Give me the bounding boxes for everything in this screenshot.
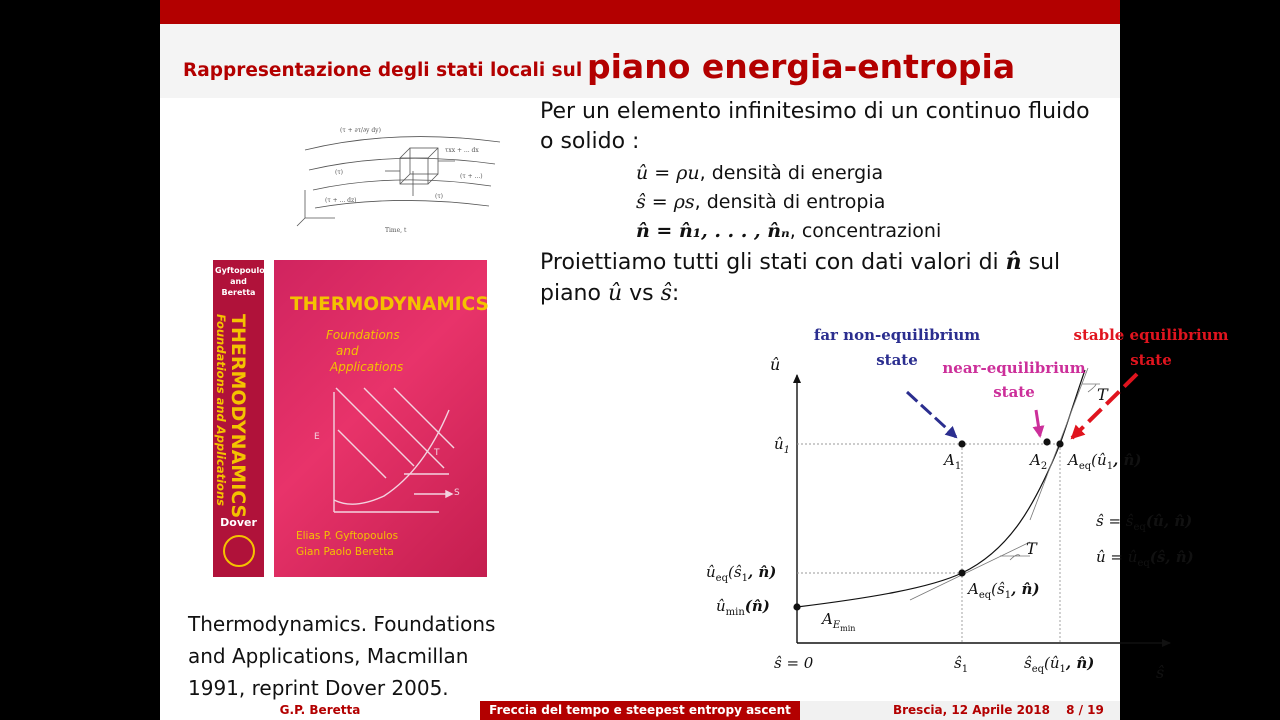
spine-subtitle: Foundations and Applications [214, 314, 228, 506]
dover-logo [223, 535, 255, 567]
project-text-colon: : [671, 281, 680, 306]
cover-author-1: Elias P. Gyftopoulos [296, 530, 399, 542]
point-AEmin [793, 603, 800, 610]
label-AEmin: $A_{Emin}$ [822, 610, 856, 633]
def-entropy [636, 191, 885, 213]
svg-text:(τ): (τ) [335, 169, 344, 176]
far-state-arrow [907, 392, 956, 437]
tick-seq: $ŝ_{eq}(û_1$, n̂) [1024, 654, 1095, 675]
cover-author-2: Gian Paolo Beretta [296, 546, 394, 558]
project-text-piano: piano [540, 281, 608, 306]
spine-title: THERMODYNAMICS [227, 314, 249, 519]
def-conc-lhs: n̂ = n̂₁, . . . , n̂ₙ [636, 220, 790, 242]
slide-title-small: Rappresentazione degli stati locali sul [183, 60, 583, 81]
label-far-1: far non-equilibrium [813, 326, 981, 344]
def-conc-rhs: , concentrazioni [789, 220, 942, 242]
spine-author-1: Gyftopoulos [215, 266, 270, 275]
cover-t-label: T [434, 448, 440, 458]
def-entropy-lhs: ŝ = ρs [636, 191, 695, 213]
svg-text:(τ): (τ) [435, 193, 444, 200]
slide [160, 0, 1229, 720]
label-Aeq-s1: $A_{eq}(ŝ_1$, n̂) [968, 580, 1040, 601]
label-Aeq: $A_{eq}(û_1$, n̂) [1068, 451, 1142, 472]
cover-subtitle-1: Foundations [326, 328, 400, 342]
def-concentrations [636, 220, 941, 242]
slide-title-big: piano energia-entropia [587, 47, 1016, 86]
label-T-upper: T [1097, 385, 1108, 404]
def-entropy-rhs: , densità di entropia [694, 191, 886, 213]
relation-u-eq: û = $û_{eq}(ŝ$, n̂) [1096, 548, 1194, 569]
point-A2 [1043, 438, 1050, 445]
cover-subtitle-3: Applications [330, 360, 404, 374]
svg-text:(τ + ∂τ/∂y dy): (τ + ∂τ/∂y dy) [340, 127, 381, 134]
footer-place-date: Brescia, 12 Aprile 2018 [800, 701, 1050, 720]
y-axis-label: û [770, 355, 781, 374]
footer-author: G.P. Beretta [160, 701, 480, 720]
point-Aeq [1056, 440, 1063, 447]
spine-author-2: and [230, 277, 247, 286]
project-text-a: Proiettiamo tutti gli stati con dati valori di [540, 250, 1006, 275]
relation-s-eq: ŝ = $ŝ_{eq}(û$, n̂) [1096, 512, 1193, 533]
project-u-symbol: û [607, 281, 623, 306]
caption-line-2: and Applications, Macmillan [188, 644, 469, 668]
footer-talk-title: Freccia del tempo e steepest entropy ascent [480, 701, 800, 720]
label-far-2: state [876, 351, 918, 369]
tick-ueq: $û_{eq}(ŝ_1$, n̂) [706, 563, 777, 584]
label-T-lower: T [1026, 539, 1037, 558]
caption-line-3: 1991, reprint Dover 2005. [188, 676, 449, 700]
project-line-1 [540, 247, 1060, 278]
label-near-2: state [993, 383, 1035, 401]
stress-element-sketch [295, 108, 505, 238]
svg-text:(τ + ... dz): (τ + ... dz) [325, 197, 357, 204]
book-cover [274, 260, 487, 577]
spine-author-3: Beretta [221, 288, 256, 297]
label-stable-1: stable equilibrium [1073, 326, 1229, 344]
x-axis-label: ŝ [1156, 663, 1165, 682]
label-A2: $A_2$ [1030, 451, 1048, 472]
caption-line-1: Thermodynamics. Foundations [188, 612, 496, 636]
cover-title: THERMODYNAMICS [290, 294, 489, 315]
tick-umin: $û_{min}(n̂)$ [716, 597, 770, 618]
def-energy [636, 162, 883, 184]
book-caption [188, 608, 495, 704]
project-s-symbol: ŝ [660, 281, 672, 306]
label-near-1: near-equilibrium [942, 359, 1086, 377]
book-spine [213, 260, 270, 577]
footer-page-number: 8 / 19 [1050, 701, 1120, 720]
svg-text:Time, t: Time, t [385, 227, 407, 234]
point-Aeq-s1 [958, 569, 965, 576]
project-n-symbol: n̂ [1005, 249, 1022, 275]
top-bar [160, 0, 1120, 24]
tick-s0: ŝ = 0 [774, 654, 814, 672]
tick-u1: $û_1$ [774, 435, 791, 456]
cover-e-label: E [314, 432, 320, 442]
cover-subtitle-2: and [336, 344, 359, 358]
label-A1: $A_1$ [944, 451, 962, 472]
intro-line-1: Per un elemento infinitesimo di un continuo fluido [540, 99, 1090, 124]
svg-text:τxx + ... dx: τxx + ... dx [445, 147, 479, 154]
def-energy-lhs: û = ρu [636, 162, 700, 184]
def-energy-rhs: , densità di energia [699, 162, 884, 184]
point-A1 [958, 440, 965, 447]
project-text-vs: vs [622, 281, 661, 306]
svg-text:(τ + ...): (τ + ...) [460, 173, 483, 180]
footer [160, 701, 1120, 720]
spine-publisher: Dover [220, 516, 257, 529]
cover-s-label: S [454, 488, 460, 498]
near-state-arrow [1036, 410, 1040, 436]
project-line-2 [540, 279, 679, 309]
intro-line-2: o solido : [540, 129, 640, 154]
tick-s1: $ŝ_1$ [954, 654, 969, 675]
energy-entropy-diagram [540, 320, 1229, 700]
project-text-c: sul [1021, 250, 1061, 275]
label-stable-2: state [1130, 351, 1172, 369]
